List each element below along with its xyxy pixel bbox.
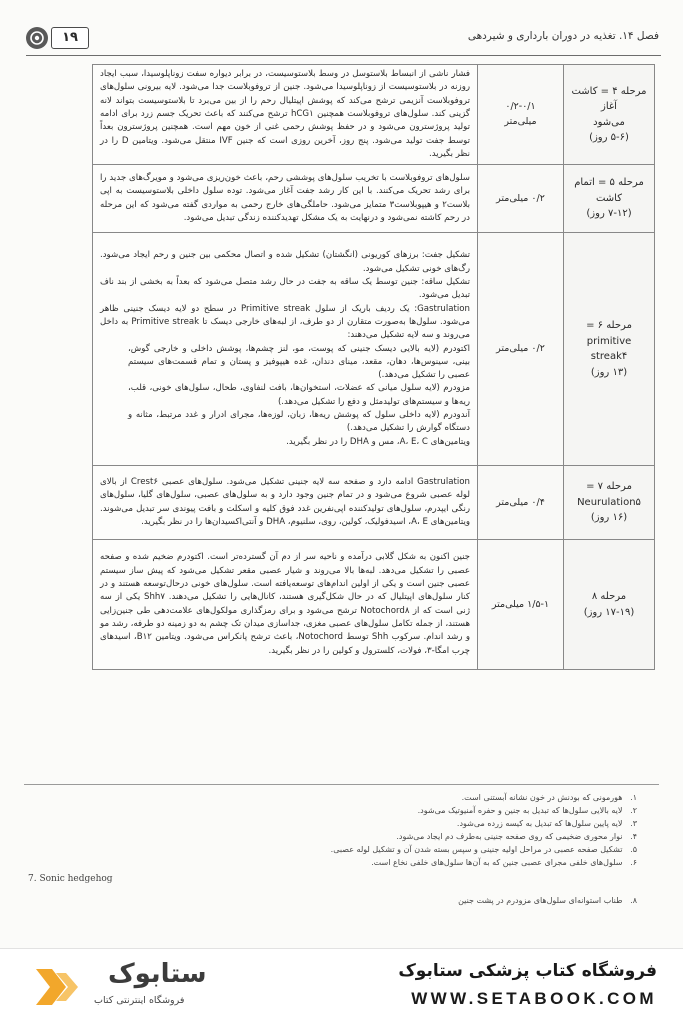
size-line: ۰/۲ میلی‌متر	[496, 343, 545, 355]
stage-line: (۷-۱۲ روز)	[586, 208, 632, 220]
description-paragraph: تشکیل جفت: برزهای کوریونی (انگشتان) تشکیل شده و اتصال محکمی بین جنین و رحم ایجاد می‌شود. رگ‌های خونی تشکیل می‌شود.	[100, 250, 470, 274]
footnote-text: سلول‌های خلفی مجرای عصبی جنین که به آن‌ها سلول‌های خلفی نخاع است.	[371, 857, 623, 867]
stage-cell	[564, 233, 655, 466]
stage-line: مرحله ۵ = اتمام	[574, 177, 644, 189]
table-row	[93, 165, 655, 233]
stage-line: (۱۷-۱۹ روز)	[583, 606, 635, 618]
chapter-title: فصل ۱۴. تغذیه در دوران بارداری و شیردهی	[467, 30, 659, 42]
footnotes-list	[277, 792, 637, 870]
stage-line: مرحله ۸	[591, 591, 627, 603]
size-cell	[478, 65, 564, 165]
stage-cell	[564, 466, 655, 540]
shop-banner	[0, 948, 683, 1024]
footnote-item	[277, 792, 637, 805]
size-cell	[478, 466, 564, 540]
footnote-item	[277, 818, 637, 831]
description-paragraph: ویتامین‌های A، E، C، مس و DHA را در نظر بگیرید.	[286, 436, 470, 447]
stage-line: (۵-۶ روز)	[589, 132, 629, 144]
footnote-sonic-hedgehog: 7. Sonic hedgehog	[28, 874, 113, 884]
footnote-number: ۱.	[630, 793, 637, 802]
stage-line: primitive streak۴	[586, 335, 632, 363]
size-line: میلی‌متر	[504, 115, 537, 127]
stage-line: می‌شود	[593, 116, 625, 128]
description-cell	[93, 233, 478, 466]
size-line: ۰/۲ میلی‌متر	[496, 192, 545, 204]
shop-title: فروشگاه کتاب پزشکی ستابوک	[398, 961, 657, 981]
footnote-number: ۵.	[630, 844, 637, 854]
footnote-item	[458, 896, 637, 905]
footnote-text: لایه پایین سلول‌ها که تبدیل به کیسه زرده می‌شود.	[456, 818, 623, 828]
stage-cell	[564, 165, 655, 233]
size-line: ۰/۴ میلی‌متر	[496, 496, 545, 508]
description-paragraph: آندودرم (لایه داخلی سلول که پوشش ریه‌ها، زبان، لوزه‌ها، مجرای ادرار و غدد مرتبط، مثانه و دستگاه گوارش را تشکیل می‌دهد.)	[128, 410, 470, 434]
embryo-stages-table	[92, 64, 655, 670]
footnote-text: هورمونی که بودنش در خون نشانه آبستنی است.	[461, 793, 623, 802]
footnote-text: نوار محوری ضخیمی که روی صفحه جنینی به‌طرف دم ایجاد می‌شود.	[396, 831, 623, 841]
footnote-divider	[24, 784, 659, 785]
stage-line: Neurulation۵	[577, 496, 641, 508]
table-row	[93, 65, 655, 165]
footnote-text: لایه بالایی سلول‌ها که تبدیل به جنین و حفره آمنیوتیک می‌شود.	[417, 805, 623, 815]
stage-line: مرحله ۶ =	[586, 320, 632, 332]
footnote-item	[277, 805, 637, 818]
table-row	[93, 233, 655, 466]
stage-line: (۱۳ روز)	[590, 366, 628, 378]
footnote-number: ۲.	[630, 805, 637, 815]
footnote-number: ۴.	[630, 831, 637, 841]
footnote-item	[277, 844, 637, 857]
table-row	[93, 466, 655, 540]
brand-subtitle: فروشگاه اینترنتی کتاب	[94, 995, 185, 1006]
stage-line: (۱۶ روز)	[590, 512, 628, 524]
description-paragraph: Gastrulation: یک ردیف باریک از سلول Primitive streak در سطح دو لایه دیسک جنینی ظاهر می‌شود. سلول‌ها به‌صورت متقارن از دو طرف، از لبه‌های خارجی دیسک تا Primitive streak به داخل می‌روند و سه لایه تشکیل می‌دهند:	[100, 303, 470, 341]
footnote-number: ۸.	[630, 896, 637, 905]
shop-url-link[interactable]: WWW.SETABOOK.COM	[411, 989, 657, 1008]
footnote-item	[277, 857, 637, 870]
table-row	[93, 540, 655, 670]
page-number: ۱۹	[51, 27, 89, 49]
description-paragraph: جنین اکنون به شکل گلابی درآمده و ناحیه سر از دم آن گسترده‌تر است. اکتودرم ضخیم شده و صفحه عصبی را تشکیل می‌دهد. لبه‌ها بالا می‌روند و شیار عصبی مقعر تشکیل می‌شود که پیش ساز سیستم عصبی جنین است و یکی از اولین اندام‌های توسعه‌یافته است. سلول‌های خونی درحال‌توسعه هستند و در کنار سلول‌های اپیتلیال که در حال شکل‌گیری هستند، کانال‌هایی را تشکیل می‌دهند. Shh۷ یکی از سه ژنی است که از Notochord۸ ترشح می‌شود و برای رمزگذاری مولکول‌های علامت‌دهی طی جنین‌زایی هستند، از جمله تکامل سلول‌های عصبی مغزی، جداسازی میدان تک چشم به دو زمینه دو طرفه، رشد مو و رشد اندام. سرکوب Shh توسط Notochord، باعث ترشح پانکراس می‌شود. ویتامین B۱۲، اسیدهای چرب امگا-۳، فولات، کلسترول و کولین را در نظر بگیرید.	[100, 552, 471, 656]
description-cell	[93, 540, 478, 670]
description-paragraph: Gastrulation ادامه دارد و صفحه سه لایه جنینی تشکیل می‌شود. سلول‌های عصبی Crest۶ از بالای لوله عصبی شروع می‌شود و در تمام جنین وجود دارد و به سلول‌های عصبی، سلول‌های گلیا، سلول‌های رنگی ایپدرم، سلول‌های تولیدکننده اپی‌نفرین غدد فوق کلیه و اسکلت و بافت پیوندی سر تبدیل می‌شوند. ویتامین‌های A، E، اسیدفولیک، کولین، روی، سلنیوم، DHA و آنتی‌اکسیدان‌ها را در نظر بگیرید.	[100, 477, 470, 527]
stage-line: مرحله ۷ =	[586, 481, 632, 493]
stage-cell	[564, 65, 655, 165]
description-paragraph: مزودرم (لایه سلول میانی که عضلات، استخوان‌ها، بافت لنفاوی، طحال، سلول‌های خونی، قلب، ریه‌ها و سیستم‌های تولیدمثل و دفع را تشکیل می‌دهد.)	[128, 383, 470, 407]
footnote-number: ۶.	[630, 857, 637, 867]
description-cell	[93, 165, 478, 233]
page-header	[26, 24, 661, 56]
stage-cell	[564, 540, 655, 670]
description-paragraph: اکتودرم (لایه بالایی دیسک جنینی که پوست، مو، لنز چشم‌ها، پوشش داخلی و خارجی گوش، بینی، سینوس‌ها، دهان، مقعد، مینای دندان، غده هیپوفیز و پستان و تمام قسمت‌های سیستم عصبی را تشکیل می‌دهد.)	[128, 343, 470, 381]
stage-line: مرحله ۴ = کاشت آغاز	[571, 85, 647, 113]
size-line: ۱/۵-۱ میلی‌متر	[491, 598, 550, 610]
footnote-number: ۳.	[630, 818, 637, 828]
description-paragraph: سلول‌های تروفوبلاست با تخریب سلول‌های پوششی رحم، باعث خون‌ریزی می‌شود و مویرگ‌های جدید را برای رشد تحریک می‌کنند. با این کار رشد جفت آغاز می‌شود. توده سلول داخلی بلاستوسیست به اپی بلاست۲ و هیپوبلاست۳ متمایز می‌شود. حاملگی‌های خارج رحمی به مواردی گفته می‌شود که این مرحله در رحم کاشته نمی‌شود و درنهایت به یک مشکل تهدیدکننده زندگی تبدیل می‌شود.	[100, 173, 470, 223]
description-cell	[93, 466, 478, 540]
description-cell	[93, 65, 478, 165]
description-paragraph: تشکیل ساقه: جنین توسط یک ساقه به جفت در حال رشد متصل می‌شود که بعداً به بخشی از بند ناف تبدیل می‌شود.	[100, 276, 470, 301]
description-paragraph: فشار ناشی از انبساط بلاستوسل در وسط بلاستوسیست، در برابر دیواره سفت زوناپلوسیدا، سبب ایجاد روزنه در بلاستوسیست از زوناپلوسیدا می‌شود. جنین از تروفوبلاست جدا می‌شود. لایه بیرونی سلول‌های تروفوبلاست آنزیمی ترشح می‌کند که پوشش اپیتلیال رحم را از بین می‌برد تا بلاستوسیست بتواند لانه گزینی کند. سلول‌های تروفوبلاست همچنین hCG۱ ترشح می‌کنند که باعث تحریک جسم زرد برای ادامه تولید پروژسترون می‌شود و در حفظ پوشش رحمی غنی از خون مهم است. همچنین پروژسترون بعداً توسط جفت تولید می‌شود. پنج روز، آخرین روزی است که جنین IVF منتقل می‌شود. ویتامین D را در نظر بگیرید.	[100, 69, 470, 159]
brand-chevron-logo-icon	[32, 963, 96, 1011]
size-cell	[478, 540, 564, 670]
footnote-text: طناب استوانه‌ای سلول‌های مزودرم در پشت جنین	[458, 896, 623, 905]
stage-line: کاشت	[595, 192, 622, 204]
footnote-text: تشکیل صفحه عصبی در مراحل اولیه جنینی و سپس بسته شدن آن و تشکیل لوله عصبی.	[330, 844, 623, 854]
size-cell	[478, 165, 564, 233]
footnote-item	[277, 831, 637, 844]
book-logo-icon	[26, 27, 48, 49]
brand-name: ستابوک	[108, 959, 207, 989]
size-line: ۰/۲-۰/۱	[505, 101, 536, 113]
size-cell	[478, 233, 564, 466]
